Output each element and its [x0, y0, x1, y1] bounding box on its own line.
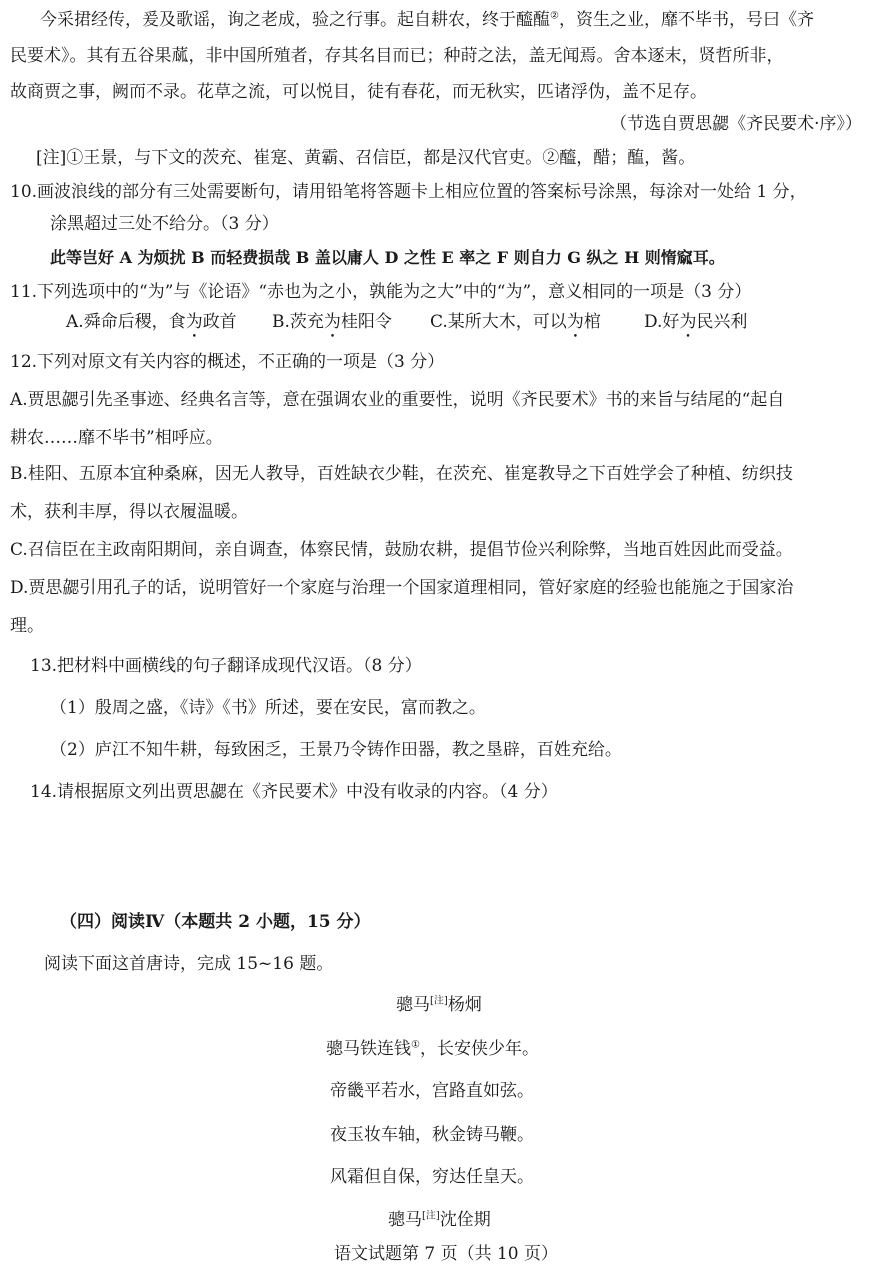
poem-1-line-1-note: ① [411, 1039, 420, 1051]
section-4-intro: 阅读下面这首唐诗，完成 15~16 题。 [44, 954, 334, 974]
option-d-pre: D.好 [644, 312, 680, 332]
poem-2-note-marker: [注] [422, 1210, 440, 1222]
q10-stem-line-1: 10.画波浪线的部分有三处需要断句，请用铅笔将答题卡上相应位置的答案标号涂黑，每涂对一处给 1 分， [10, 182, 807, 202]
option-c-pre: C.某所大木，可以 [430, 312, 567, 332]
poem-2-title-text: 骢马 [388, 1210, 422, 1230]
passage-line-1-text-cont: ，资生之业，靡不毕书，号曰《齐 [558, 10, 814, 30]
option-b-post: 桂阳令 [340, 312, 392, 332]
section-4-heading: （四）阅读Ⅳ（本题共 2 小题，15 分） [60, 912, 371, 932]
q12-option-d-line-2: 理。 [10, 616, 44, 636]
option-a-post: 政首 [202, 312, 237, 332]
poem-2-author: 沈佺期 [439, 1210, 491, 1230]
poem-1-line-3: 夜玉妆车轴，秋金铸马鞭。 [330, 1125, 534, 1145]
passage-line-1 [40, 8, 814, 32]
q12-option-a-line-1: A.贾思勰引先圣事迹、经典名言等，意在强调农业的重要性，说明《齐民要术》书的来旨与结尾的“起自 [10, 390, 785, 410]
option-b-pre: B.茨充 [272, 312, 324, 332]
page-footer: 语文试题第 7 页（共 10 页） [333, 1244, 559, 1264]
q13-sentence-2: （2）庐江不知牛耕，每致困乏，王景乃令铸作田器，教之垦辟，百姓充给。 [50, 740, 622, 760]
q10-sentence: 此等岂好 A 为烦扰 B 而轻费损哉 B 盖以庸人 D 之性 E 率之 F 则自力 G 纵之 H 则惰窳耳。 [50, 248, 725, 267]
poem-1-line-1-text: 骢马铁连钱 [326, 1039, 411, 1059]
passage-notes: [注]①王景，与下文的茨充、崔寔、黄霸、召信臣，都是汉代官吏。②醯，醋；醢，酱。 [36, 148, 696, 168]
note-marker: ② [550, 10, 559, 22]
q11-option-b [272, 310, 392, 342]
q11-option-c [430, 310, 601, 342]
option-b-key: 为 [323, 312, 341, 332]
q12-option-a-line-2: 耕农……靡不毕书”相呼应。 [10, 428, 223, 448]
q13-stem: 13.把材料中画横线的句子翻译成现代汉语。（8 分） [30, 656, 422, 676]
poem-1-title [396, 993, 482, 1017]
option-a-pre: A.舜命后稷，食 [66, 312, 186, 332]
poem-1-line-1-text-cont: ，长安侠少年。 [419, 1039, 539, 1059]
passage-line-3: 故商贾之事，阙而不录。花草之流，可以悦目，徒有春花，而无秋实，匹诸浮伪，盖不足存。 [10, 82, 707, 102]
q13-sentence-1: （1）殷周之盛，《诗》《书》所述，要在安民，富而教之。 [50, 698, 486, 718]
passage-line-1-text: 今采捃经传，爰及歌谣，询之老成，验之行事。起自耕农，终于醯醢 [40, 10, 550, 30]
poem-1-title-text: 骢马 [396, 995, 430, 1015]
q11-stem: 11.下列选项中的“为”与《论语》“赤也为之小，孰能为之大”中的“为”，意义相同的一项是（3 分） [10, 282, 752, 302]
q10-stem-line-2: 涂黑超过三处不给分。（3 分） [50, 214, 279, 234]
q12-stem: 12.下列对原文有关内容的概述，不正确的一项是（3 分） [10, 352, 445, 372]
option-c-key: 为 [566, 312, 584, 332]
option-a-key: 为 [185, 312, 203, 332]
poem-2-title [388, 1208, 491, 1232]
poem-1-line-2: 帝畿平若水，宫路直如弦。 [330, 1081, 534, 1101]
poem-1-line-4: 风霜但自保，穷达任皇天。 [330, 1167, 534, 1187]
poem-1-line-1 [326, 1037, 539, 1061]
passage-line-2: 民要术》。其有五谷果蓏，非中国所殖者，存其名目而已；种莳之法，盖无闻焉。舍本逐末，贤哲所非， [10, 46, 784, 66]
option-c-post: 棺 [583, 312, 601, 332]
option-d-post: 民兴利 [696, 312, 748, 332]
option-d-key: 为 [679, 312, 697, 332]
q11-option-d [644, 310, 747, 342]
q11-option-a [66, 310, 237, 342]
q12-option-b-line-1: B.桂阳、五原本宜种桑麻，因无人教导，百姓缺衣少鞋，在茨充、崔寔教导之下百姓学会了种植、纺织技 [10, 464, 793, 484]
q14-stem: 14.请根据原文列出贾思勰在《齐民要术》中没有收录的内容。（4 分） [30, 782, 558, 802]
q12-option-d-line-1: D.贾思勰引用孔子的话，说明管好一个家庭与治理一个国家道理相同，管好家庭的经验也能施之于国家治 [10, 578, 794, 598]
poem-1-author: 杨炯 [447, 995, 482, 1015]
q12-option-b-line-2: 术，获利丰厚，得以衣履温暖。 [10, 502, 248, 522]
passage-source: （节选自贾思勰《齐民要术·序》） [610, 114, 862, 134]
q12-option-c: C.召信臣在主政南阳期间，亲自调查，体察民情，鼓励农耕，提倡节俭兴利除弊，当地百姓因此而受益。 [10, 540, 793, 560]
poem-1-note-marker: [注] [430, 995, 448, 1007]
